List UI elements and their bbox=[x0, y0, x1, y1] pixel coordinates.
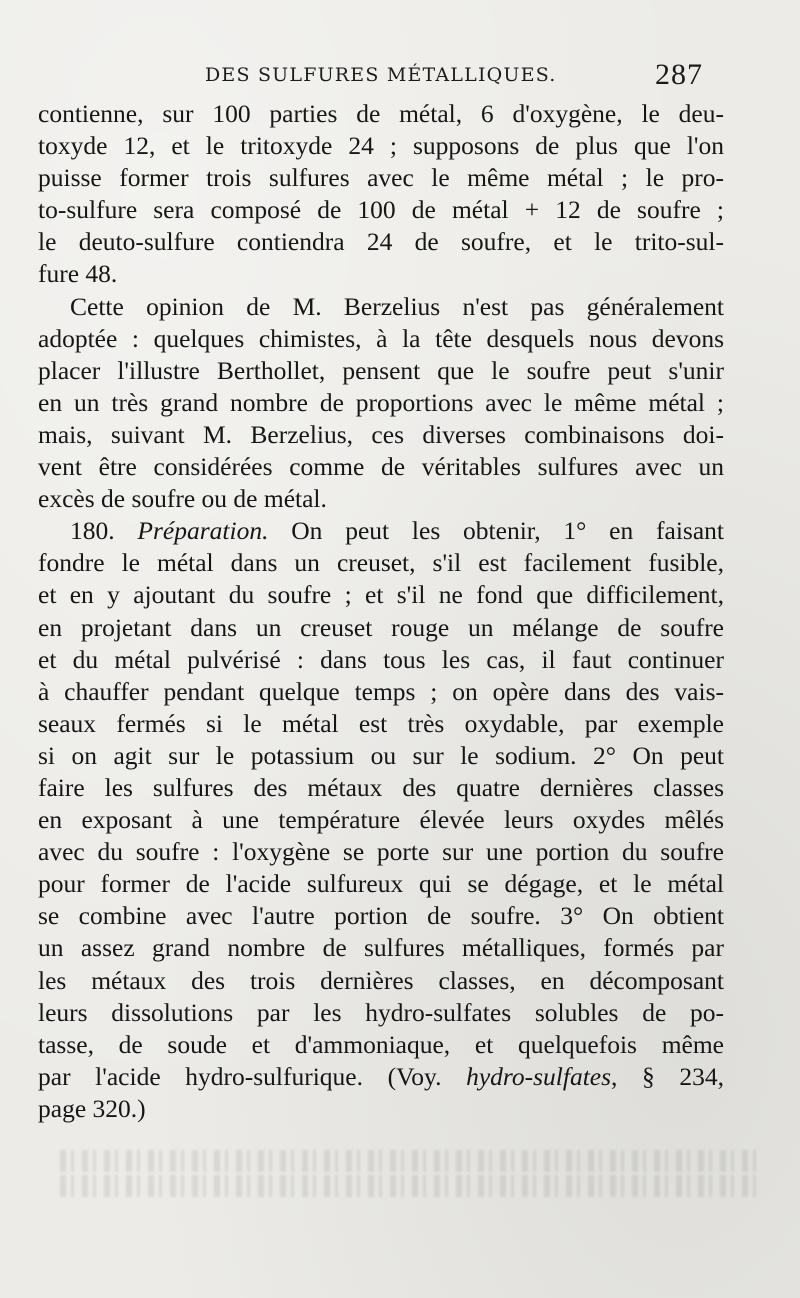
text-line: les métaux des trois dernières classes, en décomposant bbox=[38, 965, 724, 995]
text-line: le deuto-sulfure contiendra 24 de soufre, et le trito-sul- bbox=[38, 227, 724, 257]
text-line: to-sulfure sera composé de 100 de métal + 12 de soufre ; bbox=[38, 195, 724, 225]
text-line: pour former de l'acide sulfureux qui se dégage, et le métal bbox=[38, 869, 724, 899]
text-line: fondre le métal dans un creuset, s'il est facilement fusible, bbox=[38, 548, 724, 578]
paragraph-3 bbox=[38, 515, 724, 1125]
text-line: un assez grand nombre de sulfures métalliques, formés par bbox=[38, 933, 724, 963]
text-line: fure 48. bbox=[38, 259, 118, 289]
text-line: tasse, de soude et d'ammoniaque, et quelquefois même bbox=[38, 1029, 724, 1059]
text-line: adoptée : quelques chimistes, à la tête desquels nous devons bbox=[38, 323, 724, 353]
text-line: en exposant à une température élevée leurs oxydes mêlés bbox=[38, 805, 724, 835]
text-line: et en y ajoutant du soufre ; et s'il ne fond que difficilement, bbox=[38, 580, 724, 610]
text-line: à chauffer pendant quelque temps ; on opère dans des vais- bbox=[38, 676, 724, 706]
bleed-through-text bbox=[60, 1150, 760, 1220]
text-line: seaux fermés si le métal est très oxydable, par exemple bbox=[38, 708, 724, 738]
page-number: 287 bbox=[655, 58, 703, 91]
text-line: excès de soufre ou de métal. bbox=[38, 484, 327, 514]
text-line: puisse former trois sulfures avec le même métal ; le pro- bbox=[38, 163, 724, 193]
text-line: mais, suivant M. Berzelius, ces diverses combinaisons doi- bbox=[38, 419, 724, 449]
text-line: leurs dissolutions par les hydro-sulfates solubles de po- bbox=[38, 997, 724, 1027]
text-line: contienne, sur 100 parties de métal, 6 d'oxygène, le deu- bbox=[38, 99, 724, 128]
text-line: et du métal pulvérisé : dans tous les cas, il faut continuer bbox=[38, 644, 724, 674]
body-text bbox=[38, 98, 724, 1125]
reference-italic: hydro-sulfates bbox=[466, 1061, 612, 1091]
paragraph-1 bbox=[38, 98, 724, 291]
text-line: si on agit sur le potassium ou sur le sodium. 2° On peut bbox=[38, 740, 724, 770]
reference-suffix: , § 234, bbox=[611, 1061, 724, 1091]
first-line-text: On peut les obtenir, 1° en faisant bbox=[291, 516, 724, 546]
page-header bbox=[0, 58, 800, 102]
text-line: faire les sulfures des métaux des quatre dernières classes bbox=[38, 772, 724, 802]
text-line: Cette opinion de M. Berzelius n'est pas généralement bbox=[70, 291, 724, 321]
paragraph-2 bbox=[38, 291, 724, 516]
text-line: en un très grand nombre de proportions avec le même métal ; bbox=[38, 387, 724, 417]
section-heading: Préparation. bbox=[137, 516, 269, 546]
text-line: se combine avec l'autre portion de soufre. 3° On obtient bbox=[38, 901, 724, 931]
section-number: 180. bbox=[70, 516, 115, 546]
text-line: avec du soufre : l'oxygène se porte sur une portion du soufre bbox=[38, 837, 724, 867]
text-line: placer l'illustre Berthollet, pensent que le soufre peut s'unir bbox=[38, 355, 724, 385]
text-line: page 320.) bbox=[38, 1093, 146, 1123]
running-title: DES SULFURES MÉTALLIQUES. bbox=[205, 64, 557, 86]
text-line: vent être considérées comme de véritables sulfures avec un bbox=[38, 452, 724, 482]
text-line: toxyde 12, et le tritoxyde 24 ; supposons de plus que l'on bbox=[38, 131, 724, 161]
text-line: en projetant dans un creuset rouge un mélange de soufre bbox=[38, 612, 724, 642]
text-line bbox=[38, 515, 724, 547]
reference-prefix: par l'acide hydro-sulfurique. (Voy. bbox=[38, 1061, 442, 1091]
text-line bbox=[38, 1061, 724, 1093]
